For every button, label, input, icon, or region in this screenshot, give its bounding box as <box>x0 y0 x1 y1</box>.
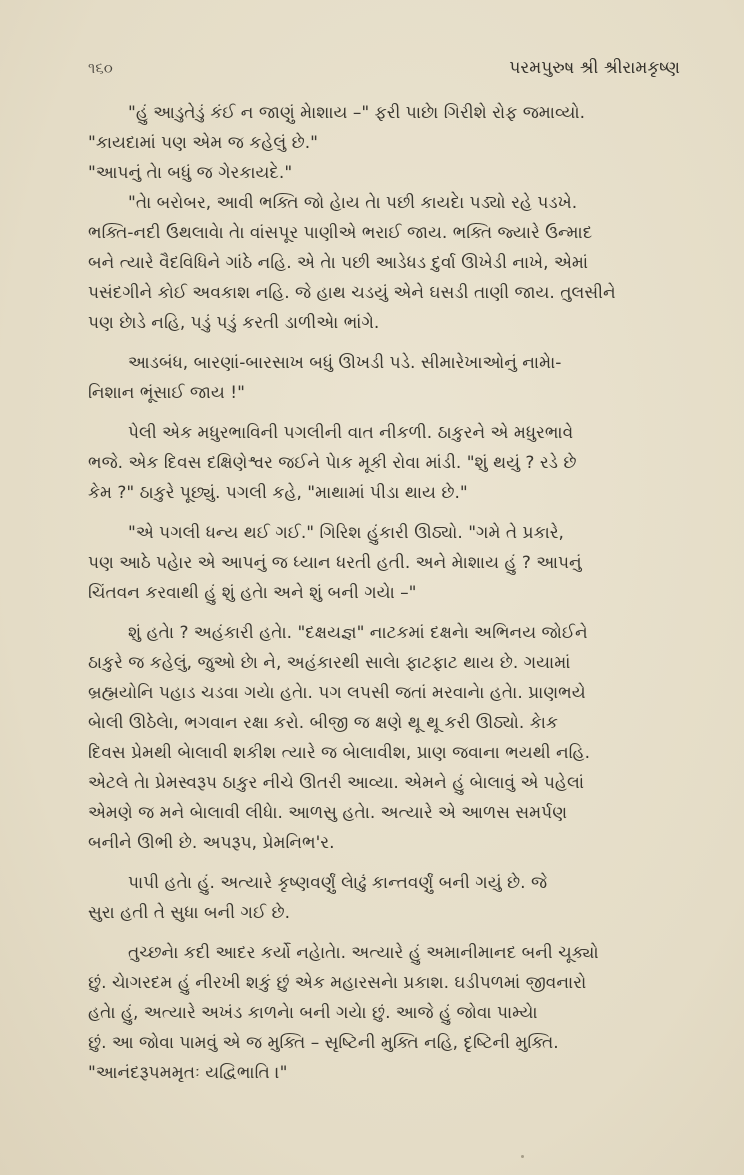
text-line: એટલે તેા પ્રેમસ્વરૂપ ઠાકુર નીચે ઊતરી આવ્યા. એમને હું બેાલાવું એ પહેલાં <box>88 773 584 793</box>
text-line: બેાલી ઊઠેલેા, ભગવાન રક્ષા કરો. બીજી જ ક્ષણે થૂ થૂ કરી ઊઠ્યો. કેાક <box>88 713 558 733</box>
text-line: પાપી હતેા હું. અત્યારે કૃષ્ણવર્ણું લેાઢું કાન્તવર્ણું બની ગયું છે. જે <box>128 873 548 893</box>
page-speck <box>521 1155 524 1158</box>
text-line: "આપનું તેા બધું જ ગેરકાયદે." <box>88 163 293 183</box>
text-line: શું હતેા ? અહંકારી હતેા. "દક્ષયજ્ઞ" નાટકમાં દક્ષનેા અભિનય જોઈને <box>128 623 588 643</box>
text-line: પેલી એક મધુરભાવિની પગલીની વાત નીકળી. ઠાકુરને એ મધુરભાવે <box>128 423 574 443</box>
text-line: "કાયદામાં પણ એમ જ કહેલું છે." <box>88 133 318 153</box>
text-line: "હું આડુતેડું કંઈ ન જાણું મેાશાય –" ફરી પાછેા ગિરીશે રોફ જમાવ્યો. <box>128 103 586 123</box>
page-header <box>88 58 680 78</box>
text-line: સુરા હતી તે સુધા બની ગઈ છે. <box>88 903 291 923</box>
text-line: ચિંતવન કરવાથી હું શું હતેા અને શું બની ગયેા –" <box>88 583 417 603</box>
text-line: તુચ્છનેા કદી આદર કર્યો નહેાતેા. અત્યારે હું અમાનીમાનદ બની ચૂક્યો <box>128 943 599 963</box>
text-line: બનીને ઊભી છે. અપરૂપ, પ્રેમનિભ'ર. <box>88 833 335 853</box>
text-line: ભક્તિ-નદી ઉથલાવેા તેા વાંસપૂર પાણીએ ભરાઈ જાય. ભક્તિ જ્યારે ઉન્માદ <box>88 223 593 243</box>
text-line: છું. આ જોવા પામવું એ જ મુક્તિ – સૃષ્ટિની મુક્તિ નહિ, દૃષ્ટિની મુક્તિ. <box>88 1033 559 1053</box>
text-line: "આનંદરૂપમમૃતઃ યદ્વિભાતિ ।" <box>88 1063 288 1083</box>
text-line: હતેા હું, અત્યારે અખંડ કાળનેા બની ગયેા છું. આજે હું જોવા પામ્યેા <box>88 1003 538 1023</box>
text-line: પણ આઠે પહેાર એ આપનું જ ધ્યાન ધરતી હતી. અને મેાશાય હું ? આપનું <box>88 553 582 573</box>
text-line: કેમ ?" ઠાકુરે પૂછ્યું. પગલી કહે, "માથામાં પીડા થાય છે." <box>88 483 468 503</box>
text-line: બને ત્યારે વૈદવિધિને ગાંઠે નહિ. એ તેા પછી આડેધડ દુર્વા ઊખેડી નાખે, એમાં <box>88 253 589 273</box>
text-line: છું. ચેાગરદમ હું નીરખી શકું છું એક મહારસનેા પ્રકાશ. ઘડીપળમાં જીવનારો <box>88 973 587 993</box>
running-title: પરમપુરુષ શ્રી શ્રીરામકૃષ્ણ <box>509 58 680 78</box>
text-line: બ્રહ્મયોનિ પહાડ ચડવા ગયેા હતેા. પગ લપસી જતાં મરવાનેા હતેા. પ્રાણભયે <box>88 683 586 703</box>
text-line: "તેા બરોબર, આવી ભક્તિ જો હેાય તેા પછી કાયદેા પડ્યો રહે પડખે. <box>128 193 578 213</box>
page-number: ૧૬૦ <box>88 59 113 77</box>
body-text <box>88 98 680 1088</box>
text-line: ઠાકુરે જ કહેલું, જુઓ છેા ને, અહંકારથી સાલેા ફાટફાટ થાય છે. ગયામાં <box>88 653 571 673</box>
text-line: "એ પગલી ધન્ય થઈ ગઈ." ગિરિશ હુંકારી ઊઠ્યો. "ગમે તે પ્રકારે, <box>128 523 564 543</box>
text-line: પસંદગીને કોઈ અવકાશ નહિ. જે હાથ ચડયું એને ઘસડી તાણી જાય. તુલસીને <box>88 283 616 303</box>
text-line: એમણે જ મને બેાલાવી લીધેા. આળસુ હતેા. અત્યારે એ આળસ સમર્પણ <box>88 803 568 823</box>
text-line: નિશાન ભૂંસાઈ જાય !" <box>88 383 245 403</box>
text-line: આડબંધ, બારણાં-બારસાખ બધું ઊખડી પડે. સીમારેખાઓનું નામેા- <box>128 353 562 373</box>
text-line: ભજે. એક દિવસ દક્ષિણેશ્વર જઈને પેાક મૂકી રોવા માંડી. "શું થયું ? રડે છે <box>88 453 577 473</box>
text-line: પણ છેાડે નહિ, પડું પડું કરતી ડાળીએા ભાંગે. <box>88 313 380 333</box>
text-line: દિવસ પ્રેમથી બેાલાવી શકીશ ત્યારે જ બેાલાવીશ, પ્રાણ જવાના ભયથી નહિ. <box>88 743 591 763</box>
